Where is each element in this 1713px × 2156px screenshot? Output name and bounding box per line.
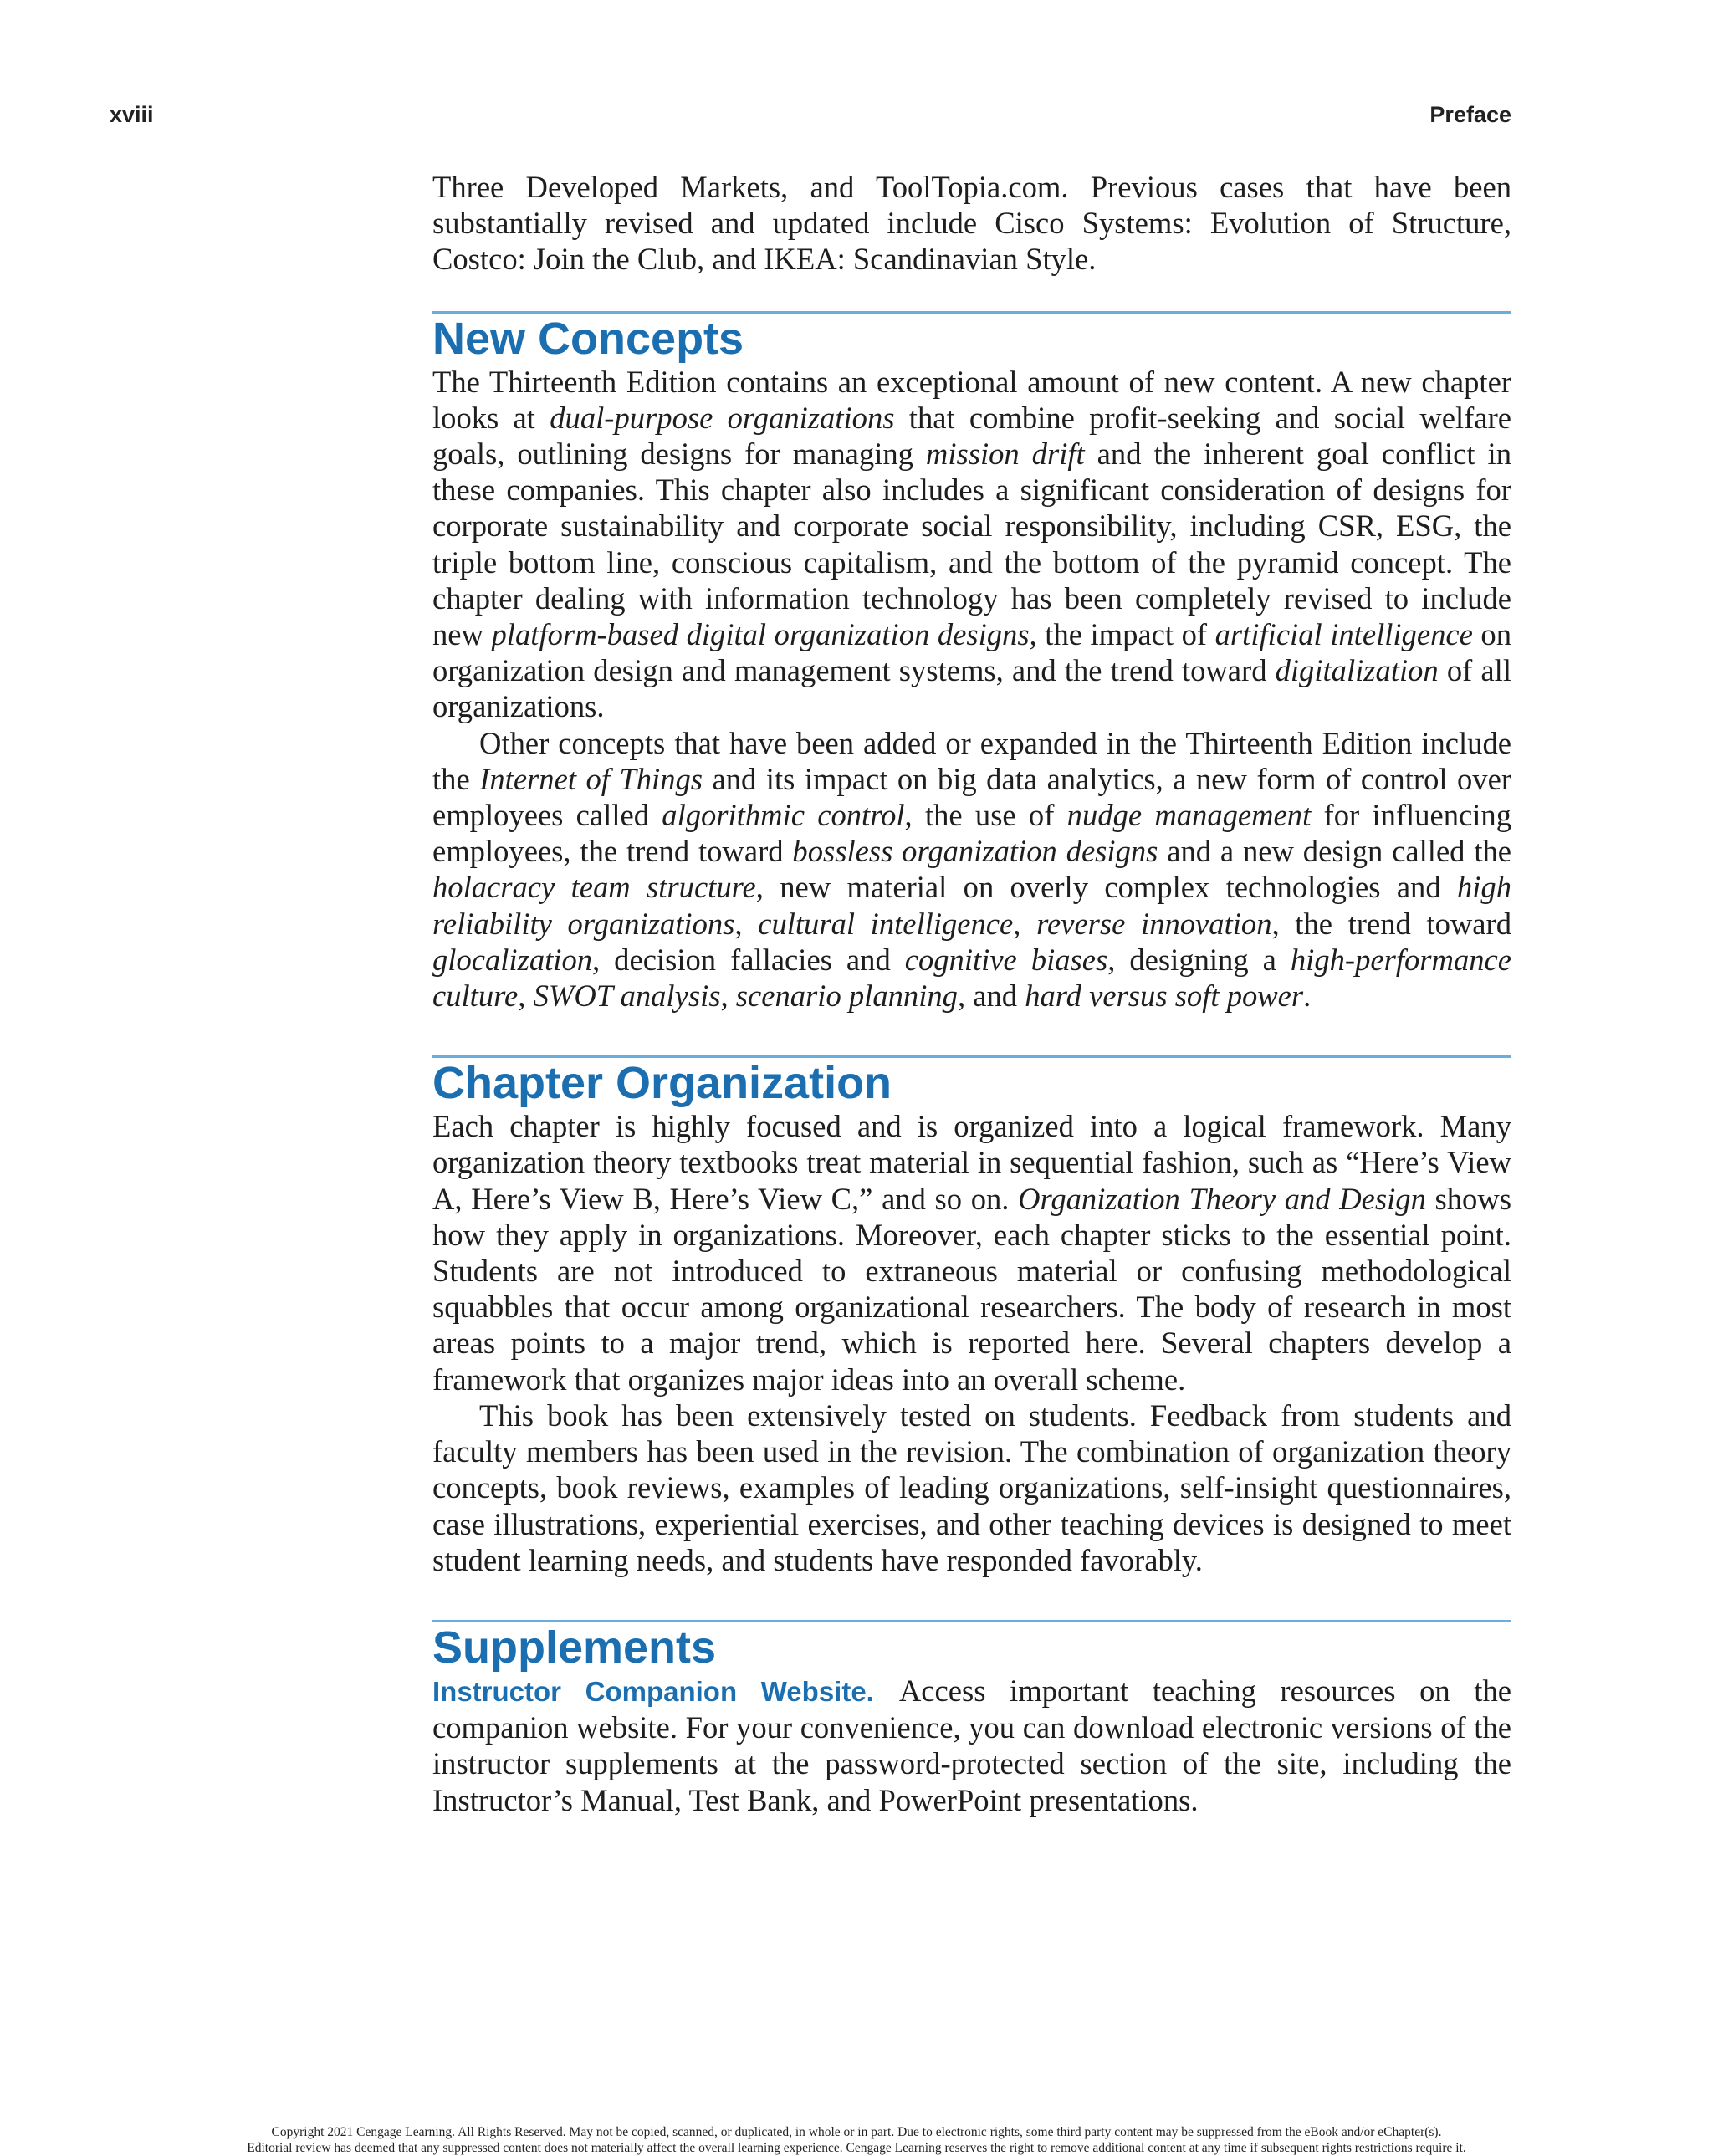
italic-term: cognitive biases (904, 942, 1108, 977)
italic-term: digitalization (1275, 653, 1439, 688)
copyright-notice (0, 2124, 1713, 2156)
italic-term: reverse innovation (1036, 906, 1272, 941)
italic-term: cultural intelligence (758, 906, 1014, 941)
chapter-organization-paragraph-2: This book has been extensively tested on students. Feedback from students and faculty members has been used in the revision. The combination of organization theory concepts, book reviews, examples of leading organizations, self-insight questionnaires, case illustrations, experiential exercises, and other teaching devices is designed to meet student learning needs, and students have responded favorably. (432, 1397, 1511, 1577)
running-head-section: Preface (1429, 102, 1511, 127)
italic-term: artificial intelligence (1214, 617, 1473, 652)
page-number: xviii (110, 102, 154, 127)
italic-term: glocalization (432, 942, 593, 977)
book-title: Organization Theory and Design (1018, 1181, 1426, 1216)
copyright-line-2: Editorial review has deemed that any suppressed content does not materially affect the overall learning experience. Cengage Learning reserves the right to remove additional content at any time if subsequent rights restrictions require it. (247, 2141, 1466, 2155)
section-heading-supplements: Supplements (432, 1622, 717, 1673)
italic-term: algorithmic control (662, 798, 905, 833)
running-head (110, 102, 1511, 135)
italic-term: high reliability organizations (432, 870, 1511, 941)
chapter-organization-paragraph-1: Each chapter is highly focused and is organized into a logical framework. Many organization theory textbooks treat material in sequential fashion, such as “Here’s View A, Here’s View B, Here’s View C,” and so on. Organization Theory and Design shows how they apply in organizations. Moreover, each chapter sticks to the essential point. Students are not introduced to extraneous material or confusing methodological squabbles that occur among organizational researchers. The body of research in most areas points to a major trend, which is reported here. Several chapters develop a framework that organizes major ideas into an overall scheme. (432, 1109, 1511, 1397)
italic-term: bossless organization designs (792, 834, 1158, 869)
intro-paragraph: Three Developed Markets, and ToolTopia.com. Previous cases that have been substantially revised and updated include Cisco Systems: Evolution of Structure, Costco: Join the Club, and IKEA: Scandinavian Style. (432, 170, 1511, 277)
italic-term: holacracy team structure (432, 870, 756, 905)
copyright-line-1: Copyright 2021 Cengage Learning. All Rights Reserved. May not be copied, scanned, or duplicated, in whole or in part. Due to electronic rights, some third party content may be suppressed from the eBook and/or eChapter(s). (271, 2125, 1442, 2139)
page-body (432, 169, 1511, 1818)
italic-term: nudge management (1066, 798, 1312, 833)
italic-term: high-performance culture (432, 942, 1511, 1014)
italic-term: dual-purpose organizations (550, 400, 895, 435)
run-in-heading: Instructor Companion Website. (432, 1675, 874, 1707)
new-concepts-paragraph-2: Other concepts that have been added or expanded in the Thirteenth Edition include the Internet of Things and its impact on big data analytics, a new form of control over employees called algorithmic control, the use of nudge management for influencing employees, the trend toward bossless organization designs and a new design called the holacracy team structure, new material on overly complex technologies and high reliability organizations, cultural intelligence, reverse innovation, the trend toward glocalization, decision fallacies and cognitive biases, designing a high-performance culture, SWOT analysis, scenario planning, and hard versus soft power. (432, 725, 1512, 1014)
italic-term: SWOT analysis (533, 978, 721, 1014)
supplements-paragraph: Instructor Companion Website. Access important teaching resources on the companion website. For your convenience, you can download electronic versions of the instructor supplements at the password-protected section of the site, including the Instructor’s Manual, Test Bank, and PowerPoint presentations. (432, 1673, 1511, 1817)
section-heading-new-concepts: New Concepts (432, 313, 744, 364)
italic-term: Internet of Things (479, 761, 703, 796)
italic-term: platform-based digital organization designs (491, 617, 1030, 652)
italic-term: scenario planning (735, 978, 958, 1014)
section-heading-chapter-organization: Chapter Organization (432, 1058, 892, 1109)
italic-term: mission drift (925, 437, 1085, 472)
new-concepts-paragraph-1: The Thirteenth Edition contains an exceptional amount of new content. A new chapter looks at dual-purpose organizations that combine profit-seeking and social welfare goals, outlining designs for managing mission drift and the inherent goal conflict in these companies. This chapter also includes a significant consideration of designs for corporate sustainability and corporate social responsibility, including CSR, ESG, the triple bottom line, conscious capitalism, and the bottom of the pyramid concept. The chapter dealing with information technology has been completely revised to include new platform-based digital organization designs, the impact of artificial intelligence on organization design and management systems, and the trend toward digitalization of all organizations. (432, 364, 1511, 724)
italic-term: hard versus soft power (1025, 978, 1304, 1014)
